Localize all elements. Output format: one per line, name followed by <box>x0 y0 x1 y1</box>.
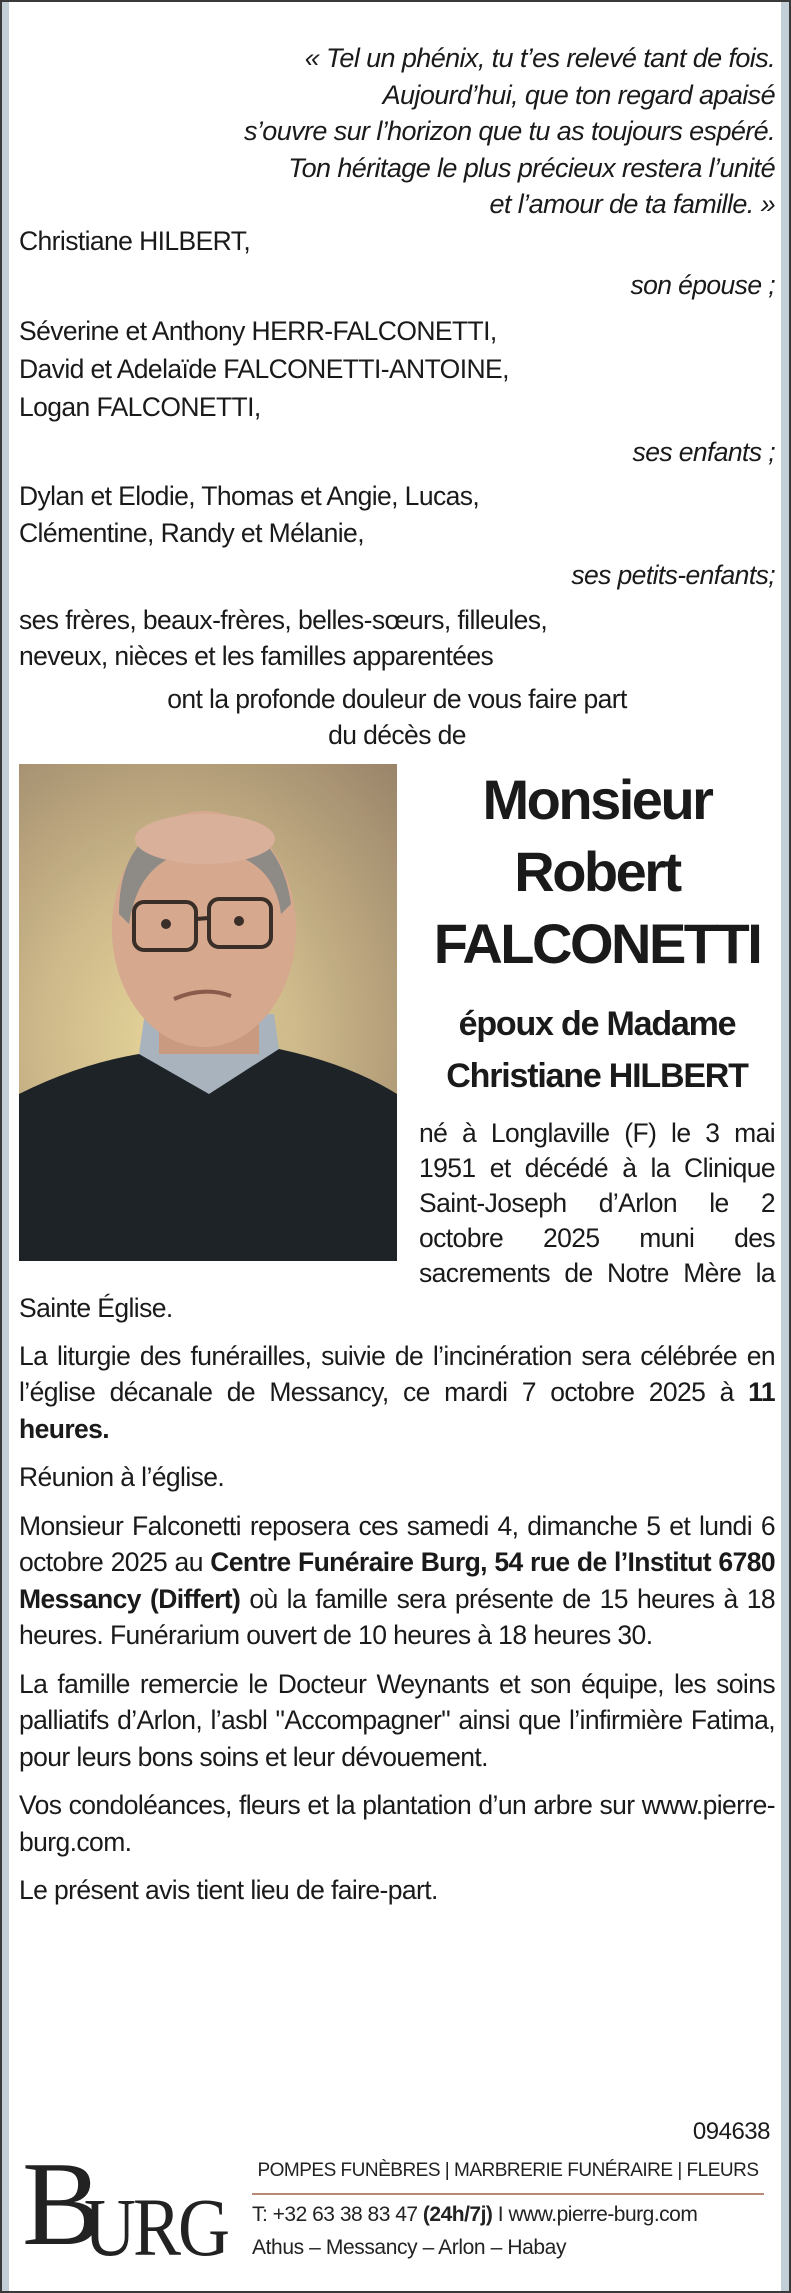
spouse-of-line: époux de Madame <box>458 1004 736 1043</box>
footer-divider <box>252 2193 764 2195</box>
footer-separator: I <box>492 2203 509 2226</box>
logo-letter-b: B <box>22 2137 103 2270</box>
footer-contact <box>252 2203 697 2227</box>
quote-line: « Tel un phénix, tu t’es relevé tant de fois. <box>304 43 775 73</box>
relatives-line: neveux, nièces et les familles apparentées <box>19 641 494 671</box>
liturgy-paragraph <box>19 1338 775 1448</box>
thanks-paragraph: La famille remercie le Docteur Weynants et son équipe, les soins palliatifs d’Arlon, l’asbl "Accompagner" ainsi que l’infirmière Fatima, pour leurs bons soins et leur dévouement. <box>19 1668 775 1772</box>
quote-line: s’ouvre sur l’horizon que tu as toujours espéré. <box>243 116 775 146</box>
grandchildren-line: Dylan et Elodie, Thomas et Angie, Lucas, <box>19 481 480 511</box>
epigraph-quote <box>19 40 775 223</box>
visitation-paragraph <box>19 1508 775 1654</box>
grandchildren-role: ses petits-enfants; <box>571 560 775 590</box>
grandchildren-line: Clémentine, Randy et Mélanie, <box>19 517 364 548</box>
spouse-of-name: Christiane HILBERT <box>446 1056 748 1095</box>
quote-line: Ton héritage le plus précieux restera l’unité <box>288 152 775 183</box>
left-border-strip <box>2 2 9 2291</box>
condolences-paragraph: Vos condoléances, fleurs et la plantation d’un arbre sur www.pierre-burg.com. <box>19 1790 775 1857</box>
relatives-line: ses frères, beaux-frères, belles-sœurs, filleules, <box>19 604 548 635</box>
child-line: Logan FALCONETTI, <box>19 391 261 422</box>
deceased-photo <box>19 764 397 1261</box>
reference-number: 094638 <box>692 2118 770 2145</box>
portrait-illustration <box>19 764 397 1261</box>
burg-logo <box>22 2137 232 2274</box>
footer-towns: Athus – Messancy – Arlon – Habay <box>252 2236 567 2259</box>
birth-death-paragraph: né à Longlaville (F) le 3 mai 1951 et décédé à la Clinique Saint-Joseph d’Arlon le 2 octobre 2025 muni des sacrements de Notre Mère la Sainte Église. <box>19 1117 775 1323</box>
announce-line: du décès de <box>328 720 466 750</box>
quote-line: Aujourd’hui, que ton regard apaisé <box>382 79 775 110</box>
spouse-role: son épouse ; <box>630 270 775 300</box>
obituary-content <box>19 40 775 1921</box>
deceased-first-name: Robert <box>514 839 680 903</box>
meeting-paragraph: Réunion à l’église. <box>19 1462 225 1492</box>
deceased-last-name: FALCONETTI <box>433 911 761 975</box>
logo-letters-urg: URG <box>84 2181 228 2274</box>
child-line: Séverine et Anthony HERR-FALCONETTI, <box>19 315 497 346</box>
child-line: David et Adelaïde FALCONETTI-ANTOINE, <box>19 353 509 384</box>
quote-line: et l’amour de ta famille. » <box>489 189 775 219</box>
liturgy-time: 11 heures. <box>19 1377 775 1444</box>
children-role: ses enfants ; <box>632 436 775 467</box>
spouse-name: Christiane HILBERT, <box>19 225 251 256</box>
right-border-strip <box>781 2 789 2291</box>
footer-hours: (24h/7j) <box>422 2203 493 2226</box>
footer-services: POMPES FUNÈBRES | MARBRERIE FUNÉRAIRE | FLEURS <box>257 2160 759 2181</box>
footer-phone: T: +32 63 38 83 47 <box>252 2203 423 2226</box>
funeral-home-address: Centre Funéraire Burg, 54 rue de l’Institut 6780 Messancy (Differt) <box>19 1547 775 1614</box>
visitation-text: Monsieur Falconetti reposera ces samedi 4, dimanche 5 et lundi 6 octobre 2025 au <box>19 1510 775 1577</box>
footer-website-link[interactable]: www.pierre-burg.com <box>508 2203 698 2226</box>
visitation-hours: où la famille sera présente de 15 heures à 18 heures. Funérarium ouvert de 10 heures à 18 heures 30. <box>19 1583 775 1650</box>
notice-paragraph: Le présent avis tient lieu de faire-part. <box>19 1875 438 1905</box>
announce-line: ont la profonde douleur de vous faire part <box>167 683 627 714</box>
deceased-title: Monsieur <box>482 767 712 831</box>
liturgy-text: La liturgie des funérailles, suivie de l’incinération sera célébrée en l’église décanale de Messancy, ce mardi 7 octobre 2025 à <box>19 1340 775 1407</box>
